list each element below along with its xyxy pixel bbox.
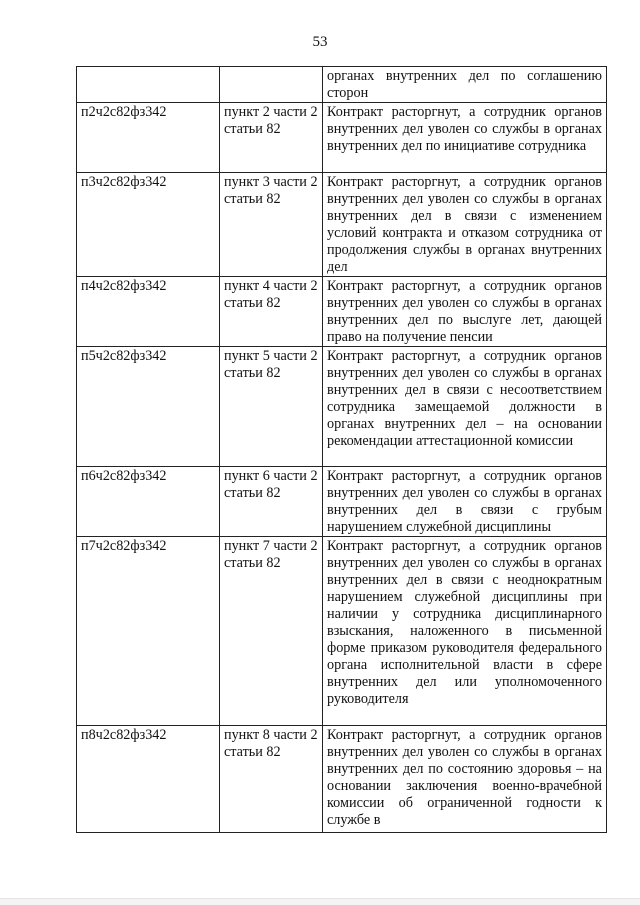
scan-bottom-edge — [0, 898, 640, 905]
table-row — [77, 277, 607, 347]
table-row — [77, 726, 607, 833]
table-row — [77, 537, 607, 726]
row-description: Контракт расторгнут, а сотрудник органов внутренних дел уволен со службы в органах внутренних дел по инициативе сотрудника — [323, 103, 607, 173]
row-article-point: пункт 5 части 2 статьи 82 — [220, 347, 323, 467]
row-code: п4ч2с82фз342 — [77, 277, 220, 347]
row-code: п5ч2с82фз342 — [77, 347, 220, 467]
row-article-point — [220, 67, 323, 103]
table-row — [77, 103, 607, 173]
row-article-point: пункт 3 части 2 статьи 82 — [220, 173, 323, 277]
row-description: Контракт расторгнут, а сотрудник органов внутренних дел уволен со службы в органах внутренних дел в связи с несоответствием сотрудника замещаемой должности в органах внутренних дел – на основании рекомендации аттестационной комиссии — [323, 347, 607, 467]
row-article-point: пункт 2 части 2 статьи 82 — [220, 103, 323, 173]
page-number: 53 — [312, 34, 328, 50]
row-description: органах внутренних дел по соглашению сторон — [323, 67, 607, 103]
table-row — [77, 347, 607, 467]
row-code: п2ч2с82фз342 — [77, 103, 220, 173]
table-row — [77, 467, 607, 537]
row-code: п3ч2с82фз342 — [77, 173, 220, 277]
table-row — [77, 67, 607, 103]
row-article-point: пункт 7 части 2 статьи 82 — [220, 537, 323, 726]
row-code: п7ч2с82фз342 — [77, 537, 220, 726]
row-article-point: пункт 4 части 2 статьи 82 — [220, 277, 323, 347]
table-row — [77, 173, 607, 277]
row-description: Контракт расторгнут, а сотрудник органов внутренних дел уволен со службы в органах внутренних дел в связи с неоднократным нарушением служебной дисциплины при наличии у сотрудника дисциплинарного взыскания, наложенного в письменной форме приказом руководителя федерального органа исполнительной власти в сфере внутренних дел или уполномоченного руководителя — [323, 537, 607, 726]
row-code: п6ч2с82фз342 — [77, 467, 220, 537]
row-description: Контракт расторгнут, а сотрудник органов внутренних дел уволен со службы в органах внутренних дел по выслуге лет, дающей право на получение пенсии — [323, 277, 607, 347]
dismissal-grounds-table — [76, 66, 607, 833]
row-description: Контракт расторгнут, а сотрудник органов внутренних дел уволен со службы в органах внутренних дел по состоянию здоровья – на основании заключения военно-врачебной комиссии об ограниченной годности к службе в — [323, 726, 607, 833]
row-code — [77, 67, 220, 103]
row-article-point: пункт 8 части 2 статьи 82 — [220, 726, 323, 833]
row-description: Контракт расторгнут, а сотрудник органов внутренних дел уволен со службы в органах внутренних дел в связи с грубым нарушением служебной дисциплины — [323, 467, 607, 537]
row-article-point: пункт 6 части 2 статьи 82 — [220, 467, 323, 537]
row-code: п8ч2с82фз342 — [77, 726, 220, 833]
row-description: Контракт расторгнут, а сотрудник органов внутренних дел уволен со службы в органах внутренних дел в связи с изменением условий контракта и отказом сотрудника от продолжения службы в органах внутренних дел — [323, 173, 607, 277]
